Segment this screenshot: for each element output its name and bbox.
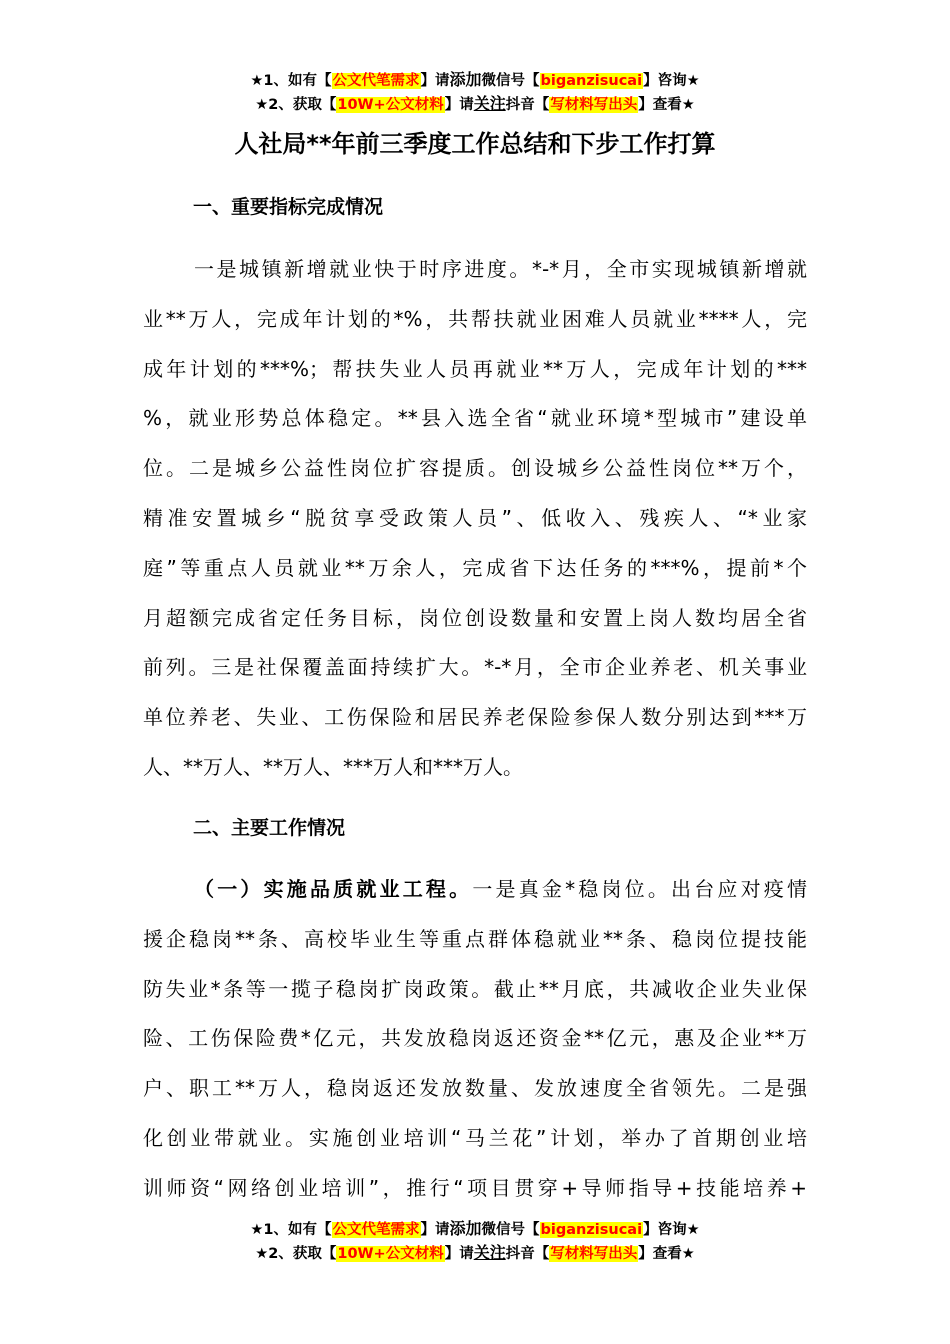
promo-text: 】请 bbox=[420, 1222, 450, 1238]
promo-line-2 bbox=[0, 1242, 950, 1266]
promo-highlight: 10W+公文材料 bbox=[337, 1246, 444, 1262]
paragraph-line: 户、职工**万人，稳岗返还发放数量、发放速度全省领先。二是强 bbox=[143, 1076, 807, 1101]
promo-text: 抖音【 bbox=[505, 97, 550, 113]
promo-douyin-id: 写材料写出头 bbox=[550, 97, 638, 113]
section-1-paragraph bbox=[143, 245, 807, 793]
paragraph-line: 位。二是城乡公益性岗位扩容提质。创设城乡公益性岗位**万个， bbox=[143, 456, 807, 481]
promo-text: ★1、如有【 bbox=[250, 73, 332, 89]
paragraph-line: 险、工伤保险费*亿元，共发放稳岗返还资金**亿元，惠及企业**万 bbox=[143, 1026, 807, 1051]
promo-text: 微信号【 bbox=[481, 73, 540, 89]
paragraph-line: 单位养老、失业、工伤保险和居民养老保险参保人数分别达到***万 bbox=[143, 705, 807, 730]
paragraph-line: %，就业形势总体稳定。**县入选全省“就业环境*型城市”建设单 bbox=[143, 406, 807, 431]
promo-text: 抖音【 bbox=[505, 1246, 550, 1262]
paragraph-line: 化创业带就业。实施创业培训“马兰花”计划，举办了首期创业培 bbox=[143, 1125, 807, 1150]
promo-wechat-id: biganzisucai bbox=[540, 1222, 643, 1238]
promo-text: 】查看★ bbox=[638, 97, 695, 113]
promo-underline: 关注 bbox=[473, 1243, 506, 1262]
paragraph-line: 前列。三是社保覆盖面持续扩大。*-*月，全市企业养老、机关事业 bbox=[143, 655, 807, 680]
section-heading-2: 二、主要工作情况 bbox=[193, 817, 346, 839]
paragraph-line: 精准安置城乡“脱贫享受政策人员”、低收入、残疾人、“*业家 bbox=[143, 505, 807, 530]
paragraph-line: 业**万人，完成年计划的*%，共帮扶就业困难人员就业****人，完 bbox=[143, 306, 807, 331]
paragraph-line: 月超额完成省定任务目标，岗位创设数量和安置上岗人数均居全省 bbox=[143, 605, 807, 630]
promo-text: 】咨询★ bbox=[643, 73, 700, 89]
promo-emphasis: 添加 bbox=[449, 70, 482, 89]
section-heading-1: 一、重要指标完成情况 bbox=[193, 196, 384, 218]
section-2-paragraph bbox=[143, 865, 807, 1214]
promo-highlight: 公文代笔需求 bbox=[332, 73, 420, 89]
promo-underline: 关注 bbox=[473, 94, 506, 113]
promo-text: 微信号【 bbox=[481, 1222, 540, 1238]
promo-emphasis: 添加 bbox=[449, 1219, 482, 1238]
promo-text: 】请 bbox=[444, 1246, 474, 1262]
promo-text: ★2、获取【 bbox=[255, 1246, 337, 1262]
promo-text: 】请 bbox=[420, 73, 450, 89]
promo-line-2 bbox=[0, 93, 950, 117]
paragraph-line: 训师资“网络创业培训”，推行“项目贯穿+导师指导+技能培养+ bbox=[143, 1175, 807, 1200]
promo-line-1 bbox=[0, 69, 950, 93]
paragraph-line: 一是城镇新增就业快于时序进度。*-*月，全市实现城镇新增就 bbox=[194, 257, 807, 281]
promo-wechat-id: biganzisucai bbox=[540, 73, 643, 89]
promo-highlight: 10W+公文材料 bbox=[337, 97, 444, 113]
paragraph-line: 庭”等重点人员就业**万余人，完成省下达任务的***%，提前*个 bbox=[143, 555, 807, 580]
paragraph-text: 一是真金*稳岗位。出台应对疫情 bbox=[472, 877, 808, 901]
paragraph-line: 援企稳岗**条、高校毕业生等重点群体稳就业**条、稳岗位提技能 bbox=[143, 926, 807, 951]
subsection-heading: （一）实施品质就业工程。 bbox=[194, 877, 473, 901]
paragraph-line: 人、**万人、**万人、***万人和***万人。 bbox=[143, 754, 523, 779]
promo-highlight: 公文代笔需求 bbox=[332, 1222, 420, 1238]
paragraph-line: 成年计划的***%；帮扶失业人员再就业**万人，完成年计划的*** bbox=[143, 356, 807, 381]
promo-douyin-id: 写材料写出头 bbox=[550, 1246, 638, 1262]
promo-banner-top bbox=[0, 69, 950, 117]
promo-text: 】咨询★ bbox=[643, 1222, 700, 1238]
promo-text: ★2、获取【 bbox=[255, 97, 337, 113]
promo-line-1 bbox=[0, 1218, 950, 1242]
document-title: 人社局**年前三季度工作总结和下步工作打算 bbox=[234, 130, 716, 158]
promo-text: 】请 bbox=[444, 97, 474, 113]
promo-text: 】查看★ bbox=[638, 1246, 695, 1262]
promo-text: ★1、如有【 bbox=[250, 1222, 332, 1238]
paragraph-line bbox=[143, 865, 807, 915]
promo-banner-bottom bbox=[0, 1218, 950, 1266]
paragraph-line: 防失业*条等一揽子稳岗扩岗政策。截止**月底，共减收企业失业保 bbox=[143, 976, 807, 1001]
